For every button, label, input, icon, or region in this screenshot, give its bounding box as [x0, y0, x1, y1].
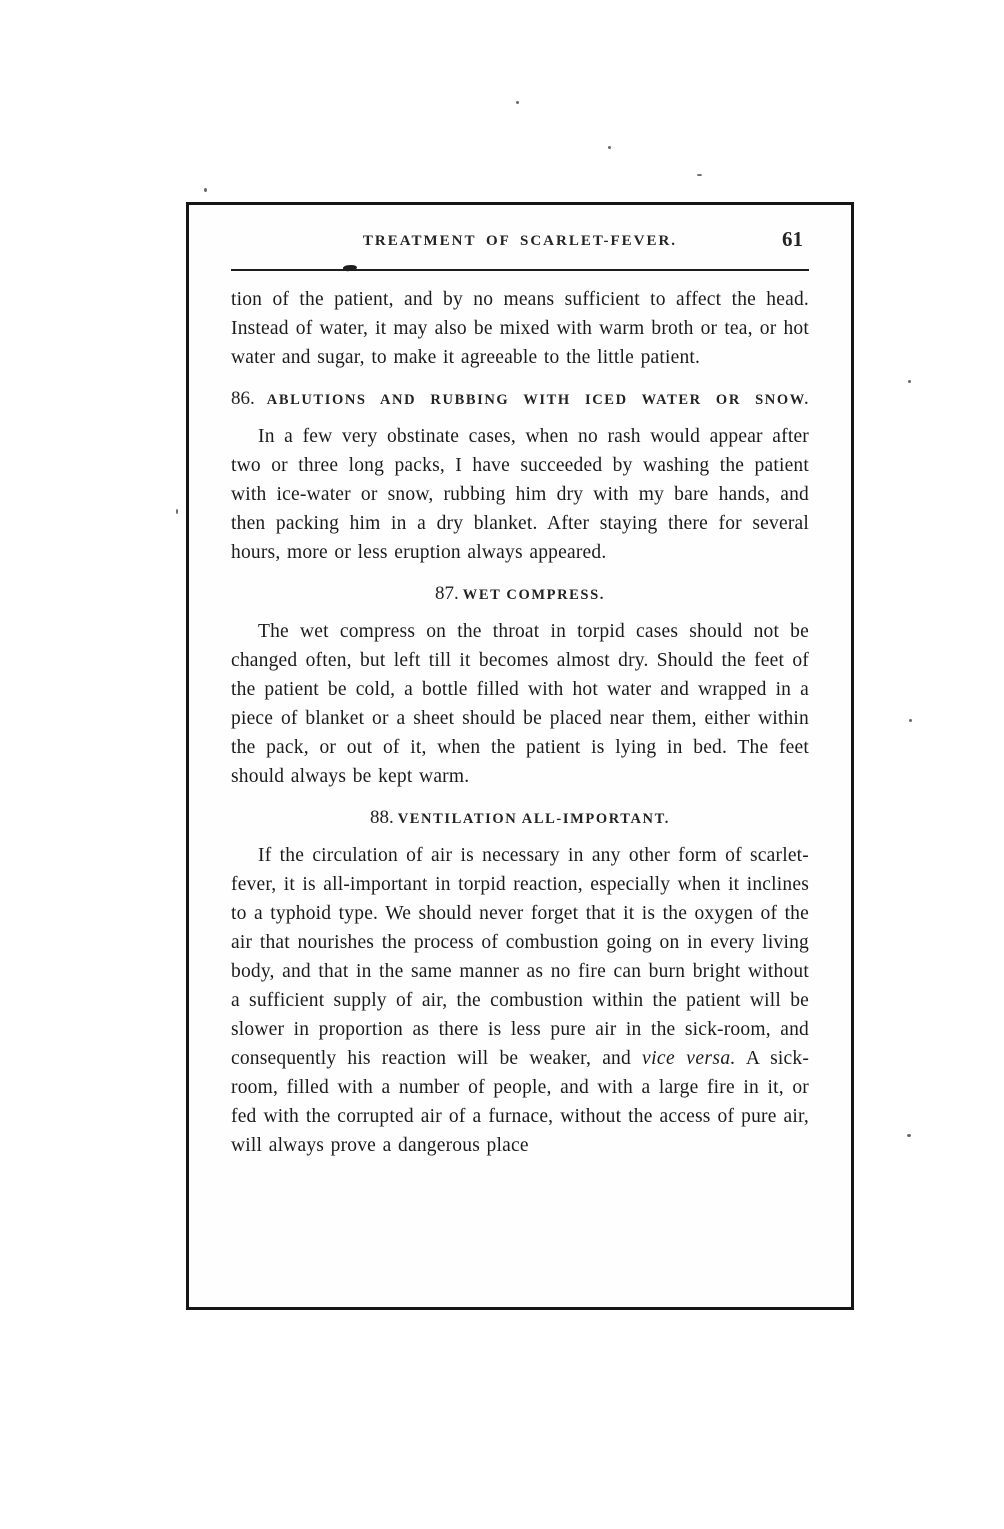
section-87-title: WET COMPRESS. — [462, 587, 605, 603]
section-88-text-after: A sick-room, filled with a number of people, and with a large fire in it, or fed with the corrupted air of a furnace, without the access of pure air, will always prove a dangerous place — [231, 1048, 810, 1156]
section-88-text-before: If the circulation of air is necessary in any other form of scarlet-fever, it is all-important in torpid reaction, especially when it inclines to a typhoid type. We should never forget that it is the oxygen of the air that nourishes the process of combustion going on in every living body, and that in the same manner as no fire can burn bright without a sufficient supply of air, the combustion within the patient will be slower in proportion as there is less pure air in the sick-room, and consequently his reaction will be weaker, and — [231, 845, 809, 1069]
header-rule — [231, 269, 809, 271]
scan-artifact — [516, 101, 519, 104]
paragraph-section-87: The wet compress on the throat in torpid cases should not be changed often, but left till it becomes almost dry. Should the feet of the patient be cold, a bottle filled with hot water and wrapped in a piece of blanket or a sheet should be placed near them, either within the pack, or out of it, when the patient is lying in bed. The feet should always be kept warm. — [231, 621, 809, 787]
scan-artifact — [697, 174, 702, 176]
scan-artifact — [909, 719, 912, 722]
scan-artifact — [907, 1134, 911, 1137]
scan-artifact — [608, 146, 611, 149]
section-87-number: 87. — [435, 583, 459, 604]
section-86-number: 86. — [231, 388, 255, 409]
section-88-number: 88. — [369, 807, 394, 828]
section-87-heading — [231, 583, 809, 605]
section-88-italic-phrase: vice versa. — [642, 1048, 736, 1069]
page-header — [231, 227, 809, 261]
paragraph-section-88 — [231, 841, 809, 1160]
section-86-title: ABLUTIONS AND RUBBING WITH ICED WATER OR SNOW. — [266, 392, 810, 408]
paragraph-continuation: tion of the patient, and by no means sufficient to affect the head. Instead of water, it may also be mixed with warm broth or tea, or hot water and sugar, to make it agreeable to the little patient. — [231, 289, 809, 368]
running-title: TREATMENT OF SCARLET-FEVER. — [362, 233, 678, 249]
section-88-heading — [231, 807, 809, 829]
paragraph-section-86: In a few very obstinate cases, when no rash would appear after two or three long packs, I have succeeded by washing the patient with ice-water or snow, rubbing him dry with my bare hands, and then packing him in a dry blanket. After staying there for several hours, more or less eruption always appeared. — [231, 426, 809, 563]
page-frame — [186, 202, 854, 1310]
page-number: 61 — [782, 227, 803, 251]
section-86-heading — [231, 388, 809, 410]
section-88-title: VENTILATION ALL-IMPORTANT. — [397, 811, 671, 827]
scan-artifact — [908, 380, 911, 383]
scan-artifact — [204, 188, 207, 192]
scan-artifact — [176, 509, 178, 514]
